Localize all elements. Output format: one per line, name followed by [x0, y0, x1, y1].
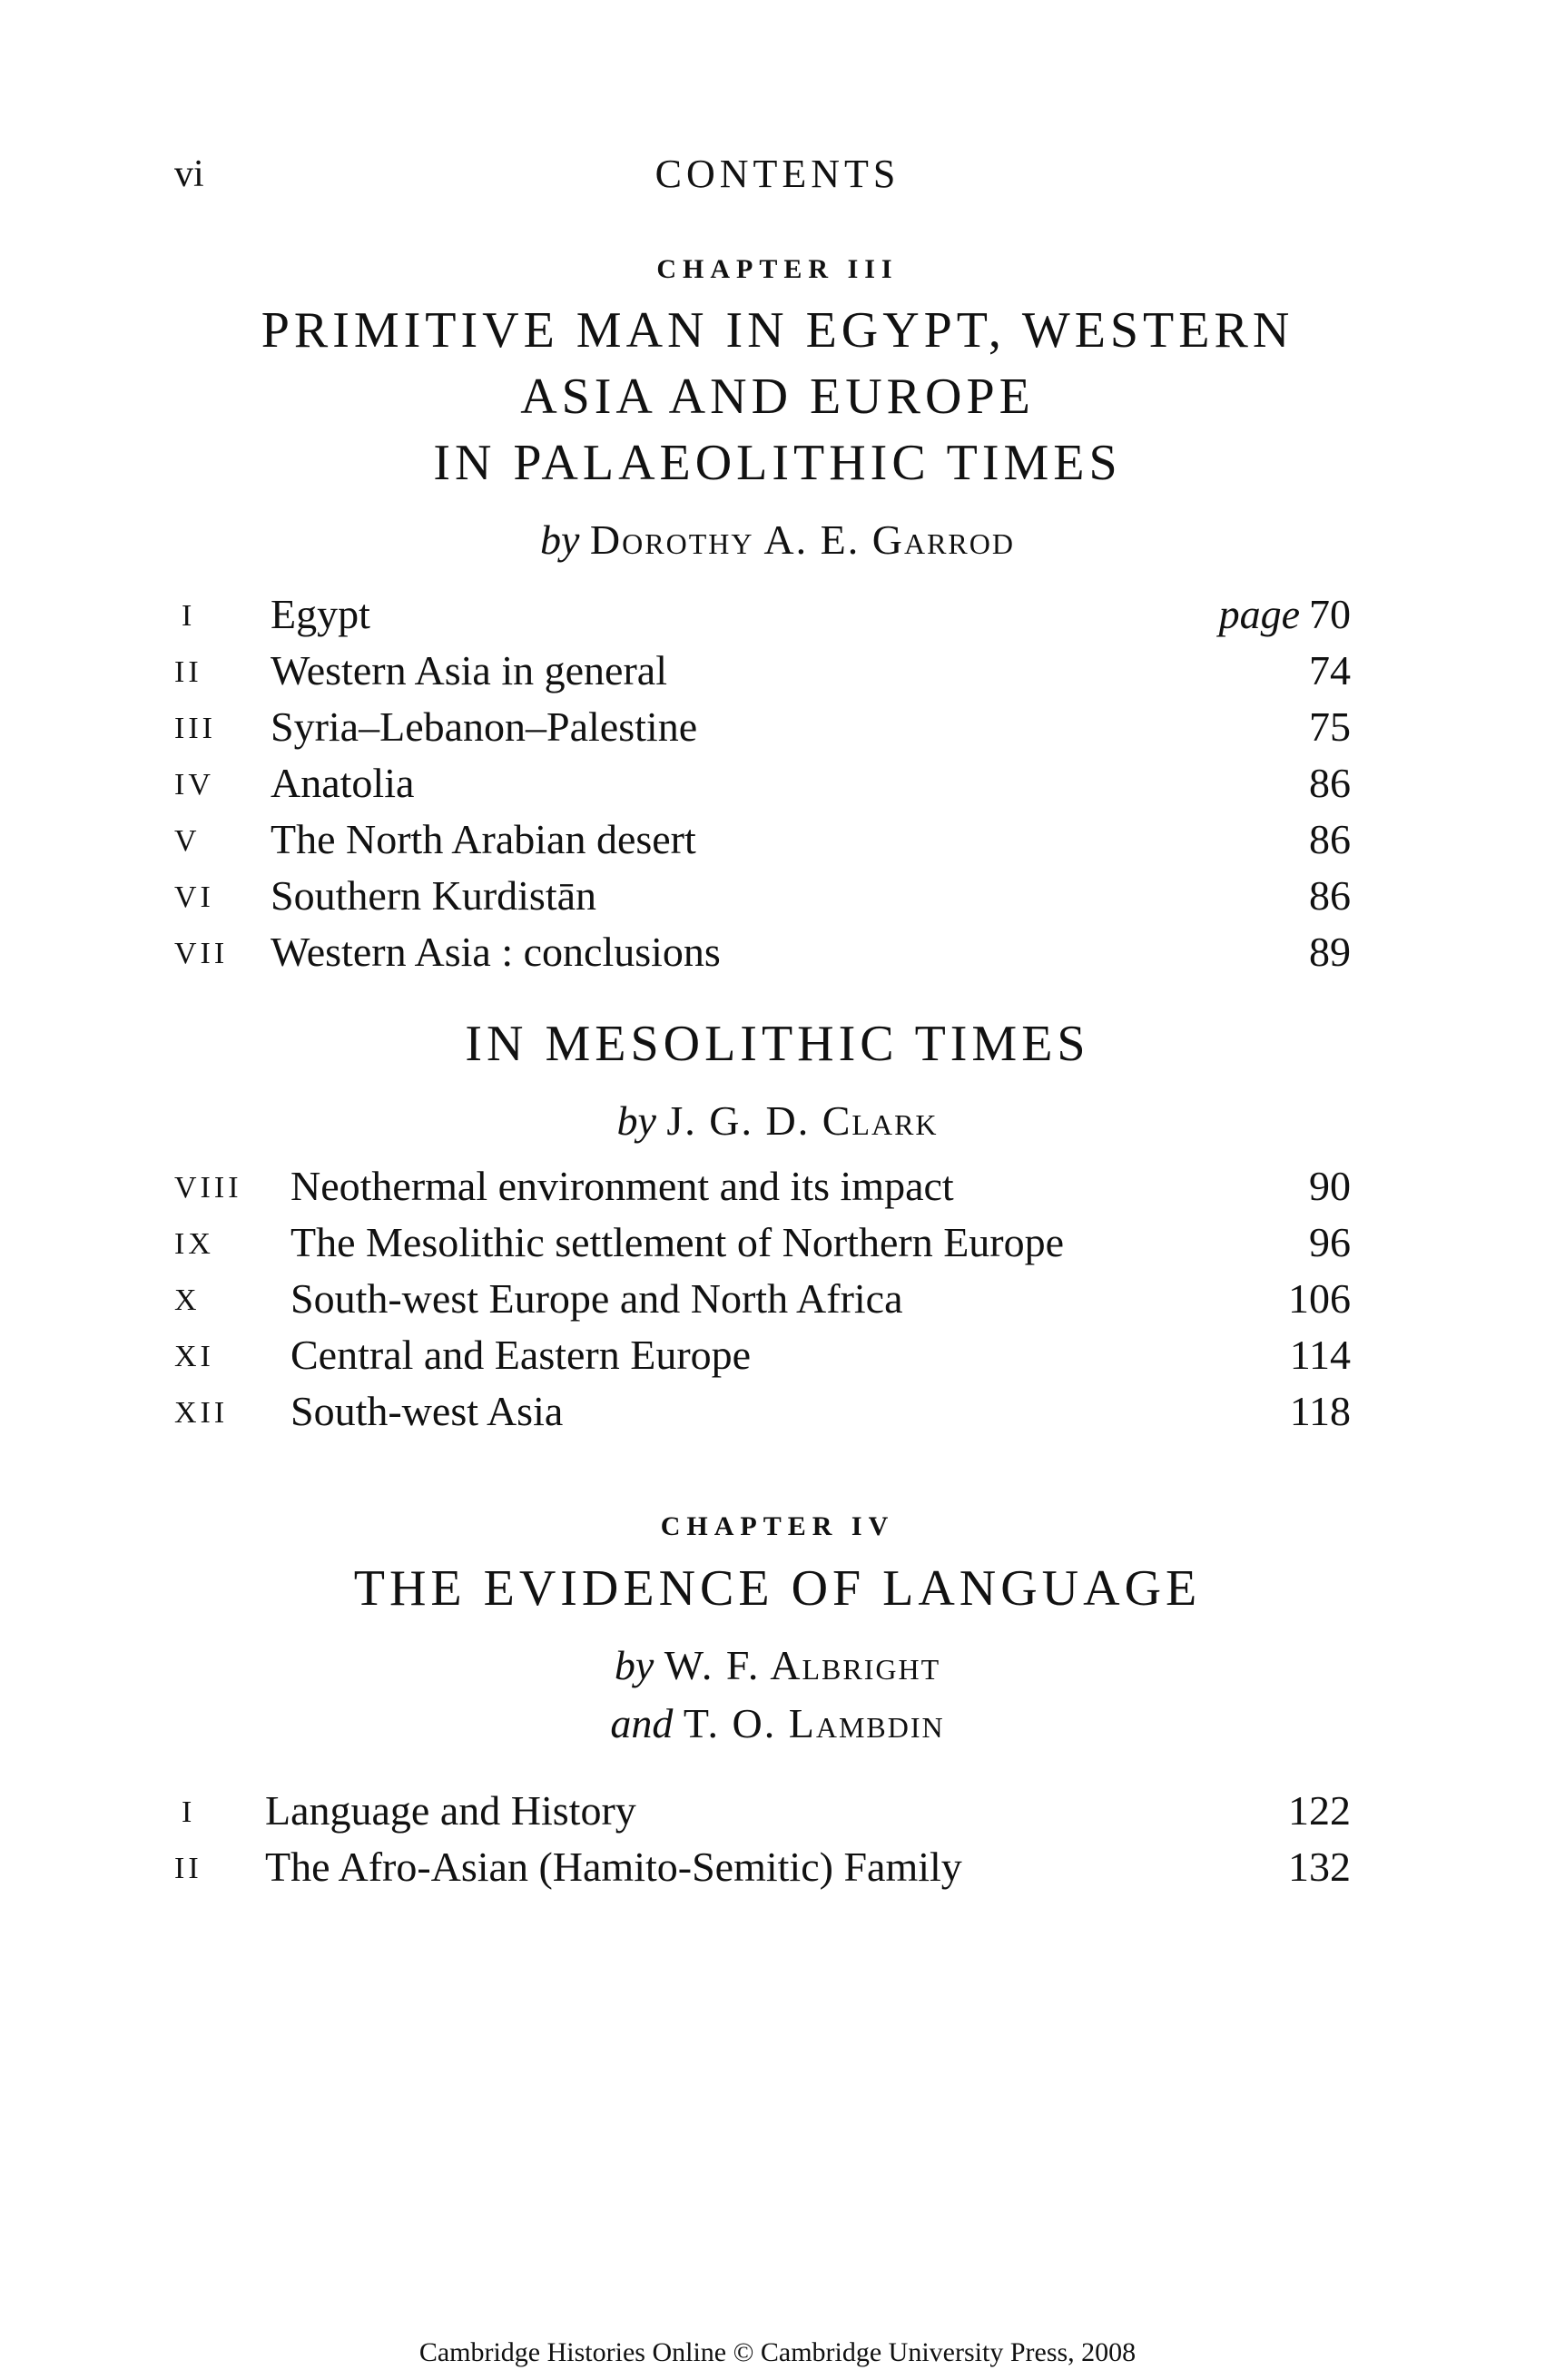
section-number: II [174, 655, 202, 689]
section-number: IX [174, 1227, 214, 1261]
section-title: Syria–Lebanon–Palestine [271, 703, 698, 750]
chapter-3-title-line-1: PRIMITIVE MAN IN EGYPT, WESTERN [261, 302, 1294, 359]
section-title: Anatolia [271, 760, 415, 806]
author-name: T. O. Lambdin [683, 1700, 945, 1746]
running-head: CONTENTS [654, 152, 901, 196]
toc-entry [0, 871, 1555, 928]
section-title: Language and History [265, 1787, 636, 1834]
page-number: 96 [1309, 1219, 1351, 1265]
toc-entry [0, 1274, 1555, 1331]
page-number: 75 [1309, 703, 1351, 750]
section-number: II [174, 1852, 202, 1885]
section-title: Western Asia : conclusions [271, 929, 721, 975]
page-label: page [1218, 591, 1300, 637]
section-number: XI [174, 1340, 214, 1373]
section-number: VI [174, 880, 214, 914]
folio: vi [174, 153, 204, 195]
page-ref [1219, 590, 1351, 638]
section-title: The North Arabian desert [271, 816, 696, 862]
page-number: 86 [1309, 760, 1351, 806]
mesolithic-title: IN MESOLITHIC TIMES [465, 1016, 1090, 1072]
chapter-3-label: CHAPTER III [656, 254, 899, 284]
toc-entry [0, 1162, 1555, 1218]
section-title: South-west Europe and North Africa [290, 1275, 903, 1322]
page-number: 106 [1288, 1275, 1351, 1322]
page-number: 132 [1288, 1844, 1351, 1890]
toc-entry [0, 1843, 1555, 1899]
page-number: 74 [1309, 647, 1351, 693]
page-number: 122 [1288, 1787, 1351, 1834]
chapter-4-label: CHAPTER IV [660, 1511, 895, 1541]
toc-entry [0, 1786, 1555, 1843]
section-number: III [174, 712, 216, 745]
toc-entry [0, 703, 1555, 759]
section-title: Western Asia in general [271, 647, 667, 693]
section-title: South-west Asia [290, 1388, 564, 1434]
section-title: The Mesolithic settlement of Northern Europe [290, 1219, 1065, 1265]
footer-credit: Cambridge Histories Online © Cambridge University Press, 2008 [418, 2337, 1137, 2367]
toc-entry [0, 1387, 1555, 1443]
toc-entry [0, 1331, 1555, 1387]
section-number: VIII [174, 1171, 242, 1205]
chapter-3-byline [0, 516, 1555, 564]
author-name: W. F. Albright [664, 1642, 941, 1688]
page-number: 118 [1289, 1388, 1351, 1434]
page-number: 70 [1309, 591, 1351, 637]
page-number: 86 [1309, 872, 1351, 919]
page-number: 89 [1309, 929, 1351, 975]
author-name: Dorothy A. E. Garrod [589, 516, 1015, 563]
chapter-4-title: THE EVIDENCE OF LANGUAGE [353, 1560, 1202, 1617]
toc-entry [0, 759, 1555, 815]
section-title: Neothermal environment and its impact [290, 1163, 954, 1209]
chapter-3-title-line-2: ASIA AND EUROPE [520, 369, 1035, 425]
chapter-4-byline-1 [0, 1641, 1555, 1689]
toc-entry [0, 590, 1555, 646]
by-word: by [540, 516, 580, 563]
page-number: 90 [1309, 1163, 1351, 1209]
section-number: I [182, 1795, 196, 1829]
page-number: 86 [1309, 816, 1351, 862]
section-number: VII [174, 937, 229, 970]
chapter-3-title-line-3: IN PALAEOLITHIC TIMES [433, 435, 1122, 491]
mesolithic-byline [0, 1097, 1555, 1145]
toc-entry [0, 1218, 1555, 1274]
toc-entry [0, 928, 1555, 984]
page-number: 114 [1289, 1332, 1351, 1378]
section-title: Egypt [271, 591, 370, 637]
chapter-4-byline-2 [0, 1699, 1555, 1747]
section-number: X [174, 1283, 201, 1317]
and-word: and [610, 1700, 674, 1746]
section-title: Central and Eastern Europe [290, 1332, 752, 1378]
by-word: by [614, 1642, 654, 1688]
section-title: Southern Kurdistān [271, 872, 597, 919]
by-word: by [616, 1097, 656, 1144]
toc-entry [0, 815, 1555, 871]
author-name: J. G. D. Clark [666, 1097, 939, 1144]
section-number: IV [174, 768, 214, 802]
section-number: I [182, 599, 196, 633]
toc-entry [0, 646, 1555, 703]
section-number: V [174, 824, 201, 858]
section-number: XII [174, 1396, 229, 1430]
section-title: The Afro-Asian (Hamito-Semitic) Family [265, 1844, 962, 1890]
